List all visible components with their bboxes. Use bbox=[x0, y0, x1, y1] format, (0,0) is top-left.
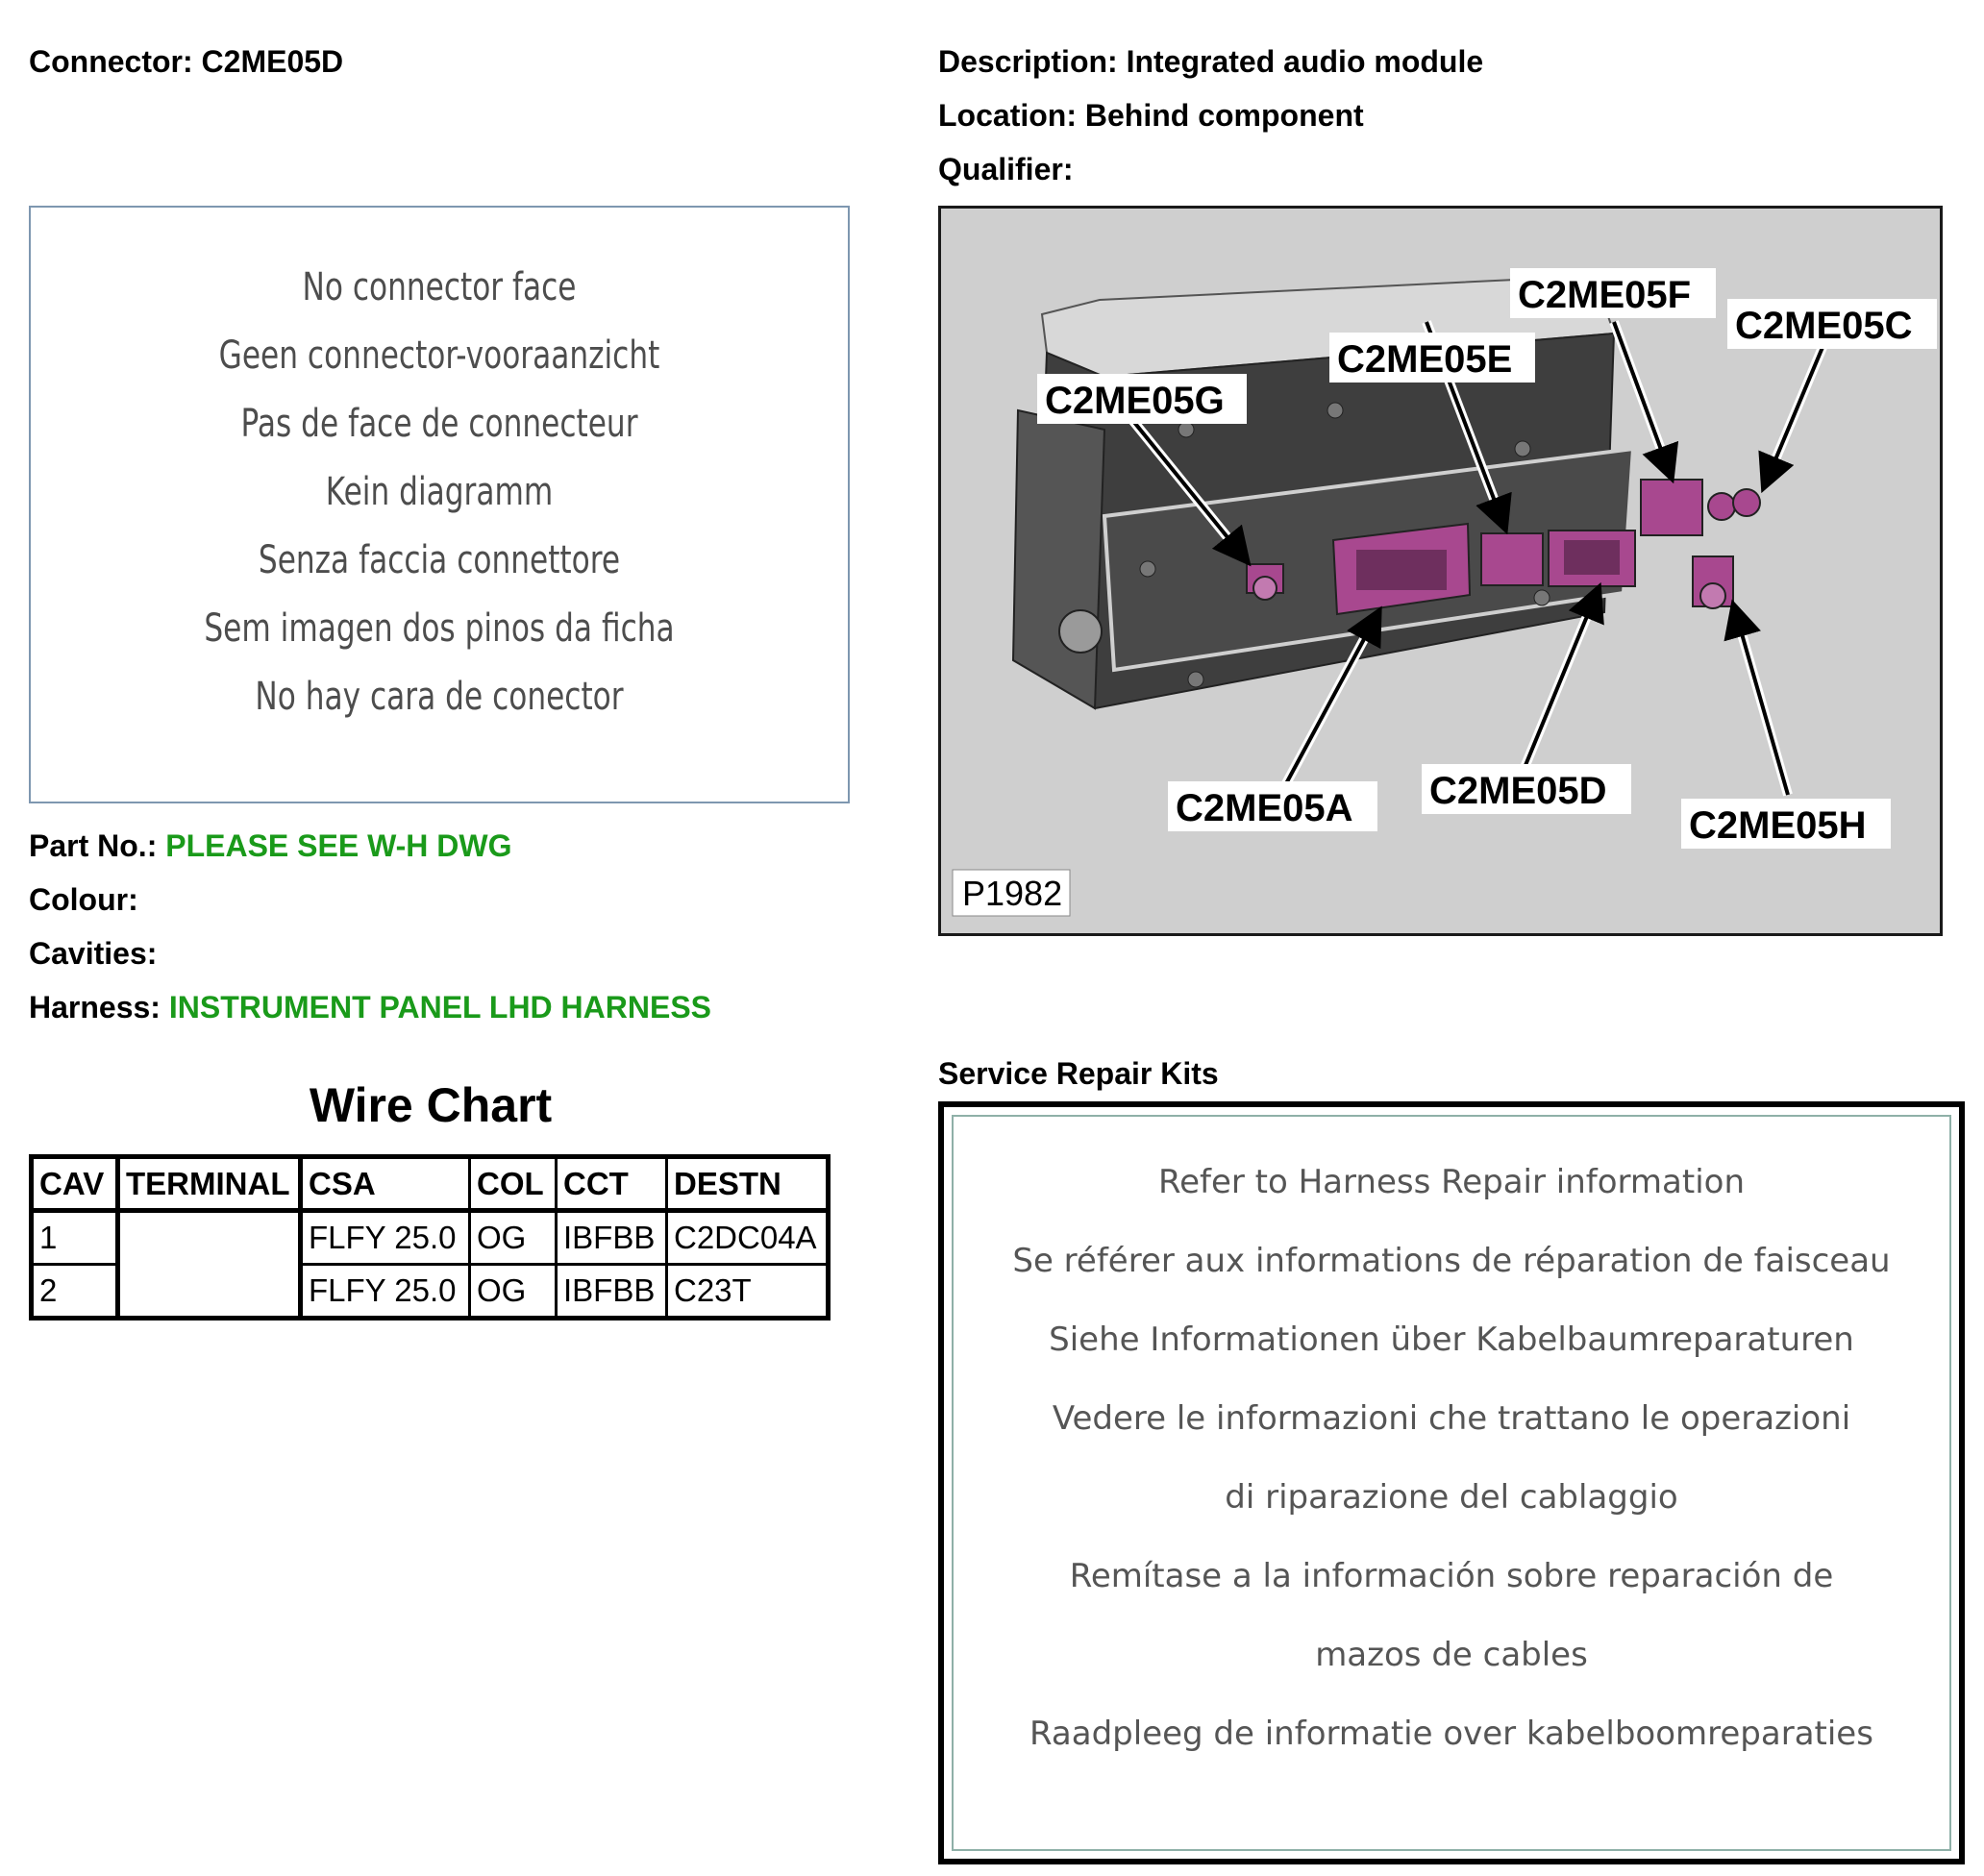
cavities-label: Cavities: bbox=[29, 936, 158, 971]
repair-info-line: Refer to Harness Repair information bbox=[1157, 1163, 1745, 1201]
repair-info-line: Remítase a la información sobre reparación de bbox=[1069, 1557, 1834, 1595]
callout-c2me05e: C2ME05E bbox=[1337, 338, 1513, 381]
cell-cct: IBFBB bbox=[557, 1265, 667, 1319]
service-repair-kits-inner bbox=[952, 1115, 1951, 1851]
location-value: Behind component bbox=[1084, 98, 1364, 133]
description-label: Description: bbox=[938, 44, 1118, 79]
header-terminal: TERMINAL bbox=[118, 1157, 301, 1211]
connector-field bbox=[29, 42, 343, 81]
colour-field bbox=[29, 880, 138, 919]
harness-value: INSTRUMENT PANEL LHD HARNESS bbox=[168, 990, 712, 1024]
location-field bbox=[938, 96, 1364, 135]
header-csa: CSA bbox=[301, 1157, 470, 1211]
connector-h-shape bbox=[1693, 556, 1733, 608]
part-no-value: PLEASE SEE W-H DWG bbox=[165, 828, 512, 863]
cell-col: OG bbox=[470, 1211, 557, 1265]
harness-field bbox=[29, 988, 711, 1026]
repair-info-line: Se référer aux informations de réparation de faisceau bbox=[1012, 1242, 1891, 1280]
no-face-line: No connector face bbox=[302, 265, 577, 309]
no-face-line: Pas de face de connecteur bbox=[240, 402, 638, 446]
callout-c2me05d: C2ME05D bbox=[1429, 770, 1607, 812]
no-face-line: No hay cara de conector bbox=[255, 675, 624, 719]
cell-csa: FLFY 25.0 bbox=[301, 1265, 470, 1319]
connector-value: C2ME05D bbox=[201, 44, 344, 79]
no-face-line: Kein diagramm bbox=[325, 470, 554, 514]
module-illustration bbox=[941, 209, 1943, 936]
module-end-face bbox=[1013, 410, 1104, 708]
header-cav: CAV bbox=[32, 1157, 118, 1211]
cell-destn: C23T bbox=[667, 1265, 829, 1319]
connector-f-shape bbox=[1641, 480, 1702, 535]
wire-chart-title: Wire Chart bbox=[309, 1078, 553, 1132]
callout-c2me05h: C2ME05H bbox=[1689, 804, 1867, 847]
table-row bbox=[32, 1211, 829, 1265]
callout-c2me05f: C2ME05F bbox=[1518, 274, 1692, 316]
wire-chart-header-row bbox=[32, 1157, 829, 1211]
callout-c2me05c: C2ME05C bbox=[1735, 305, 1913, 347]
connector-e-shape bbox=[1481, 533, 1543, 585]
service-repair-kits-title: Service Repair Kits bbox=[938, 1056, 1219, 1091]
description-field bbox=[938, 42, 1483, 81]
qualifier-field bbox=[938, 150, 1073, 188]
callout-c2me05g: C2ME05G bbox=[1045, 380, 1225, 422]
description-value: Integrated audio module bbox=[1126, 44, 1484, 79]
no-face-line: Sem imagen dos pinos da ficha bbox=[204, 606, 675, 651]
colour-label: Colour: bbox=[29, 882, 138, 917]
part-no-label: Part No.: bbox=[29, 828, 158, 863]
part-no-field bbox=[29, 827, 512, 865]
repair-info-line: Siehe Informationen über Kabelbaumreparaturen bbox=[1049, 1321, 1854, 1359]
cell-cav: 2 bbox=[32, 1265, 118, 1319]
service-repair-kits-panel bbox=[938, 1101, 1965, 1864]
wire-chart-table bbox=[29, 1154, 831, 1321]
no-connector-face-panel bbox=[29, 206, 850, 803]
header-col: COL bbox=[470, 1157, 557, 1211]
repair-info-line: Vedere le informazioni che trattano le operazioni bbox=[1052, 1399, 1851, 1438]
cell-cav: 1 bbox=[32, 1211, 118, 1265]
repair-info-line: Raadpleeg de informatie over kabelboomreparaties bbox=[1029, 1715, 1873, 1753]
component-location-image bbox=[938, 206, 1943, 936]
no-face-line: Geen connector-vooraanzicht bbox=[218, 333, 660, 378]
qualifier-label: Qualifier: bbox=[938, 152, 1074, 186]
header-destn: DESTN bbox=[667, 1157, 829, 1211]
repair-info-line: mazos de cables bbox=[1315, 1636, 1588, 1674]
cell-csa: FLFY 25.0 bbox=[301, 1211, 470, 1265]
no-face-line: Senza faccia connettore bbox=[258, 538, 621, 582]
cavities-field bbox=[29, 934, 157, 973]
cell-terminal bbox=[118, 1211, 301, 1319]
figure-reference: P1982 bbox=[962, 874, 1063, 913]
cell-destn: C2DC04A bbox=[667, 1211, 829, 1265]
connector-c-shape bbox=[1708, 489, 1760, 520]
arrow-h bbox=[1735, 610, 1788, 795]
connector-d-shape bbox=[1549, 531, 1635, 586]
cell-cct: IBFBB bbox=[557, 1211, 667, 1265]
repair-info-line: di riparazione del cablaggio bbox=[1225, 1478, 1678, 1517]
callout-c2me05a: C2ME05A bbox=[1176, 787, 1353, 829]
header-cct: CCT bbox=[557, 1157, 667, 1211]
arrow-c bbox=[1766, 345, 1823, 482]
cell-col: OG bbox=[470, 1265, 557, 1319]
harness-label: Harness: bbox=[29, 990, 161, 1024]
connector-label: Connector: bbox=[29, 44, 193, 79]
location-label: Location: bbox=[938, 98, 1077, 133]
